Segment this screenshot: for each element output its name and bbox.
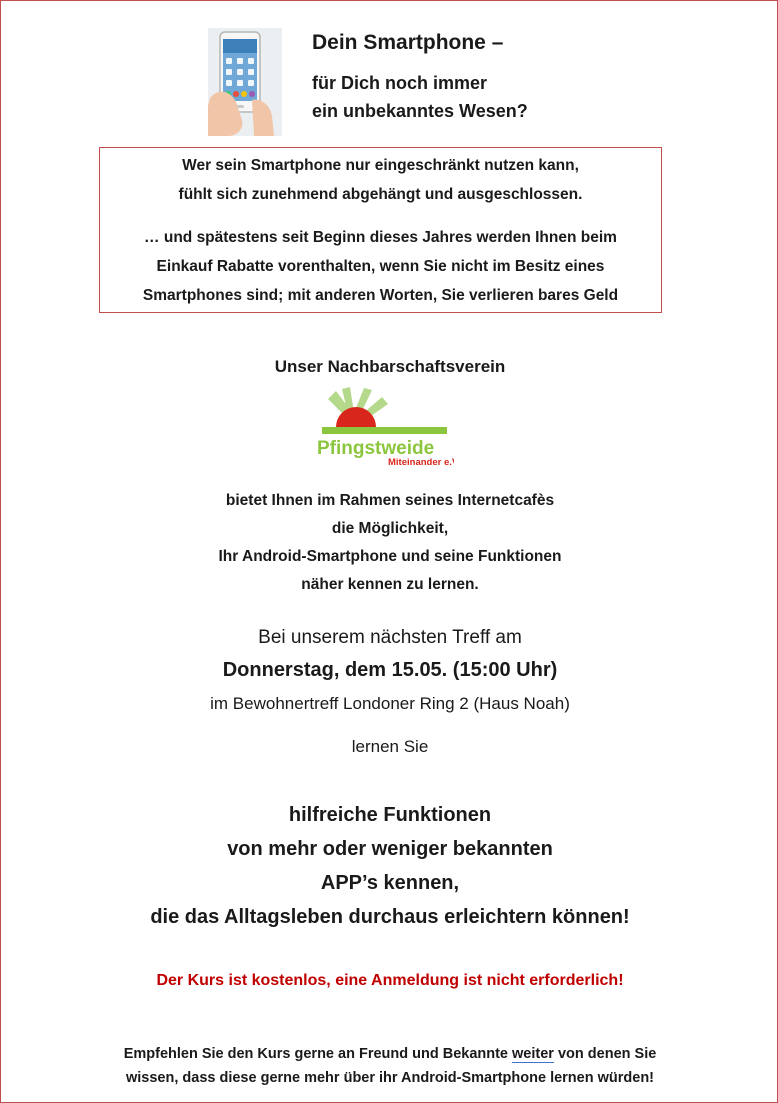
- functions-line-4: die das Alltagsleben durchaus erleichtern können!: [150, 906, 630, 928]
- recommend-text: [1, 1042, 778, 1090]
- headline-title: Dein Smartphone –: [312, 31, 504, 54]
- functions-text: [1, 798, 778, 934]
- info-line-4: Einkauf Rabatte vorenthalten, wenn Sie nicht im Besitz eines: [156, 258, 605, 275]
- headline-subtitle-1: für Dich noch immer: [312, 73, 488, 93]
- info-line-1: Wer sein Smartphone nur eingeschränkt nutzen kann,: [182, 157, 579, 174]
- recommend-after: von denen Sie: [553, 1046, 657, 1062]
- recommend-line-1: [1, 1042, 778, 1066]
- logo-tagline: Miteinander e.V.: [388, 457, 454, 468]
- smartphone-image: [208, 28, 282, 136]
- info-box: [99, 147, 662, 313]
- offer-line-2: die Möglichkeit,: [331, 520, 449, 537]
- event-intro: Bei unserem nächsten Treff am: [258, 627, 522, 648]
- info-line-3: … und spätestens seit Beginn dieses Jahres werden Ihnen beim: [144, 229, 617, 246]
- verein-heading: Unser Nachbarschaftsverein: [274, 357, 506, 376]
- headline-subtitle-2: ein unbekanntes Wesen?: [312, 101, 528, 121]
- offer-line-1: bietet Ihnen im Rahmen seines Internetcafès: [225, 492, 555, 509]
- pfingstweide-logo: [314, 385, 454, 469]
- offer-line-3: Ihr Android-Smartphone und seine Funktionen: [218, 548, 562, 565]
- functions-line-3: APP’s kennen,: [320, 872, 460, 894]
- recommend-before: Empfehlen Sie den Kurs gerne an Freund und Bekannte: [123, 1046, 513, 1062]
- functions-line-2: von mehr oder weniger bekannten: [227, 838, 553, 860]
- info-line-2: fühlt sich zunehmend abgehängt und ausgeschlossen.: [178, 186, 583, 203]
- event-learn: lernen Sie: [351, 737, 429, 756]
- event-date: Donnerstag, dem 15.05. (15:00 Uhr): [222, 659, 558, 681]
- info-line-5: Smartphones sind; mit anderen Worten, Sie verlieren bares Geld: [142, 287, 619, 304]
- offer-line-4: näher kennen zu lernen.: [301, 576, 479, 593]
- offer-text: [1, 487, 778, 599]
- headline: [312, 31, 528, 125]
- functions-line-1: hilfreiche Funktionen: [288, 804, 492, 826]
- event-place: im Bewohnertreff Londoner Ring 2 (Haus Noah): [210, 694, 570, 713]
- logo-name: Pfingstweide: [317, 438, 435, 459]
- free-course-notice: Der Kurs ist kostenlos, eine Anmeldung ist nicht erforderlich!: [156, 972, 624, 989]
- recommend-line-2: wissen, dass diese gerne mehr über ihr Android-Smartphone lernen würden!: [125, 1070, 655, 1086]
- weiter-link[interactable]: weiter: [512, 1046, 554, 1062]
